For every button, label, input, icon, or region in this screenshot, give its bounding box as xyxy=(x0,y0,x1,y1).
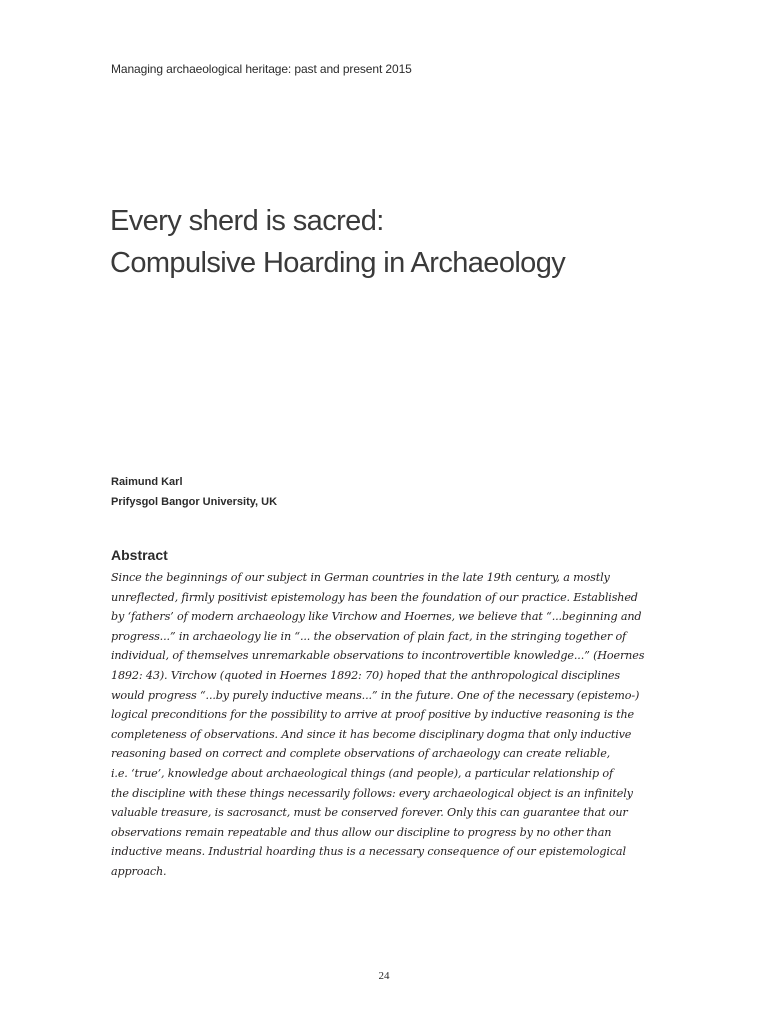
abstract-line: observations remain repeatable and thus allow our discipline to progress by no other than xyxy=(111,825,612,839)
running-head: Managing archaeological heritage: past and present 2015 xyxy=(111,62,412,76)
abstract-line: valuable treasure, is sacrosanct, must be conserved forever. Only this can guarantee that our xyxy=(111,806,628,820)
author-block xyxy=(111,472,277,512)
abstract-heading: Abstract xyxy=(111,547,168,563)
author-affiliation: Prifysgol Bangor University, UK xyxy=(111,496,278,508)
title-line-2: Compulsive Hoarding in Archaeology xyxy=(110,247,566,279)
abstract-line: progress...” in archaeology lie in “... the observation of plain fact, in the stringing together of xyxy=(111,629,627,643)
abstract-line: by ‘fathers’ of modern archaeology like Virchow and Hoernes, we believe that “...beginning and xyxy=(111,610,642,624)
abstract-line: completeness of observations. And since it has become disciplinary dogma that only inductive xyxy=(111,727,632,741)
abstract-line: reasoning based on correct and complete observations of archaeology can create reliable, xyxy=(111,747,611,761)
abstract-body xyxy=(111,568,645,882)
abstract-line: approach. xyxy=(111,864,167,878)
abstract-line: Since the beginnings of our subject in German countries in the late 19th century, a mostly xyxy=(111,571,610,584)
abstract-line: inductive means. Industrial hoarding thus is a necessary consequence of our epistemological xyxy=(111,845,626,859)
abstract-line: would progress “...by purely inductive means...” in the future. One of the necessary (epistemo-) xyxy=(111,688,640,702)
abstract-line: the discipline with these things necessarily follows: every archaeological object is an infinitely xyxy=(111,786,633,800)
title-line-1: Every sherd is sacred: xyxy=(110,205,384,237)
abstract-line: 1892: 43). Virchow (quoted in Hoernes 1892: 70) hoped that the anthropological disciplines xyxy=(111,668,620,682)
author-name: Raimund Karl xyxy=(111,476,183,488)
page-number: 24 xyxy=(378,970,390,982)
abstract-line: i.e. ‘true’, knowledge about archaeological things (and people), a particular relationship of xyxy=(111,766,613,780)
abstract-line: individual, of themselves unremarkable observations to incontrovertible knowledge...” (Hoernes xyxy=(111,649,645,663)
paper-title xyxy=(110,200,670,284)
abstract-line: logical preconditions for the possibility to arrive at proof positive by inductive reasoning is the xyxy=(111,708,635,722)
abstract-line: unreflected, firmly positivist epistemology has been the foundation of our practice. Established xyxy=(111,590,638,604)
